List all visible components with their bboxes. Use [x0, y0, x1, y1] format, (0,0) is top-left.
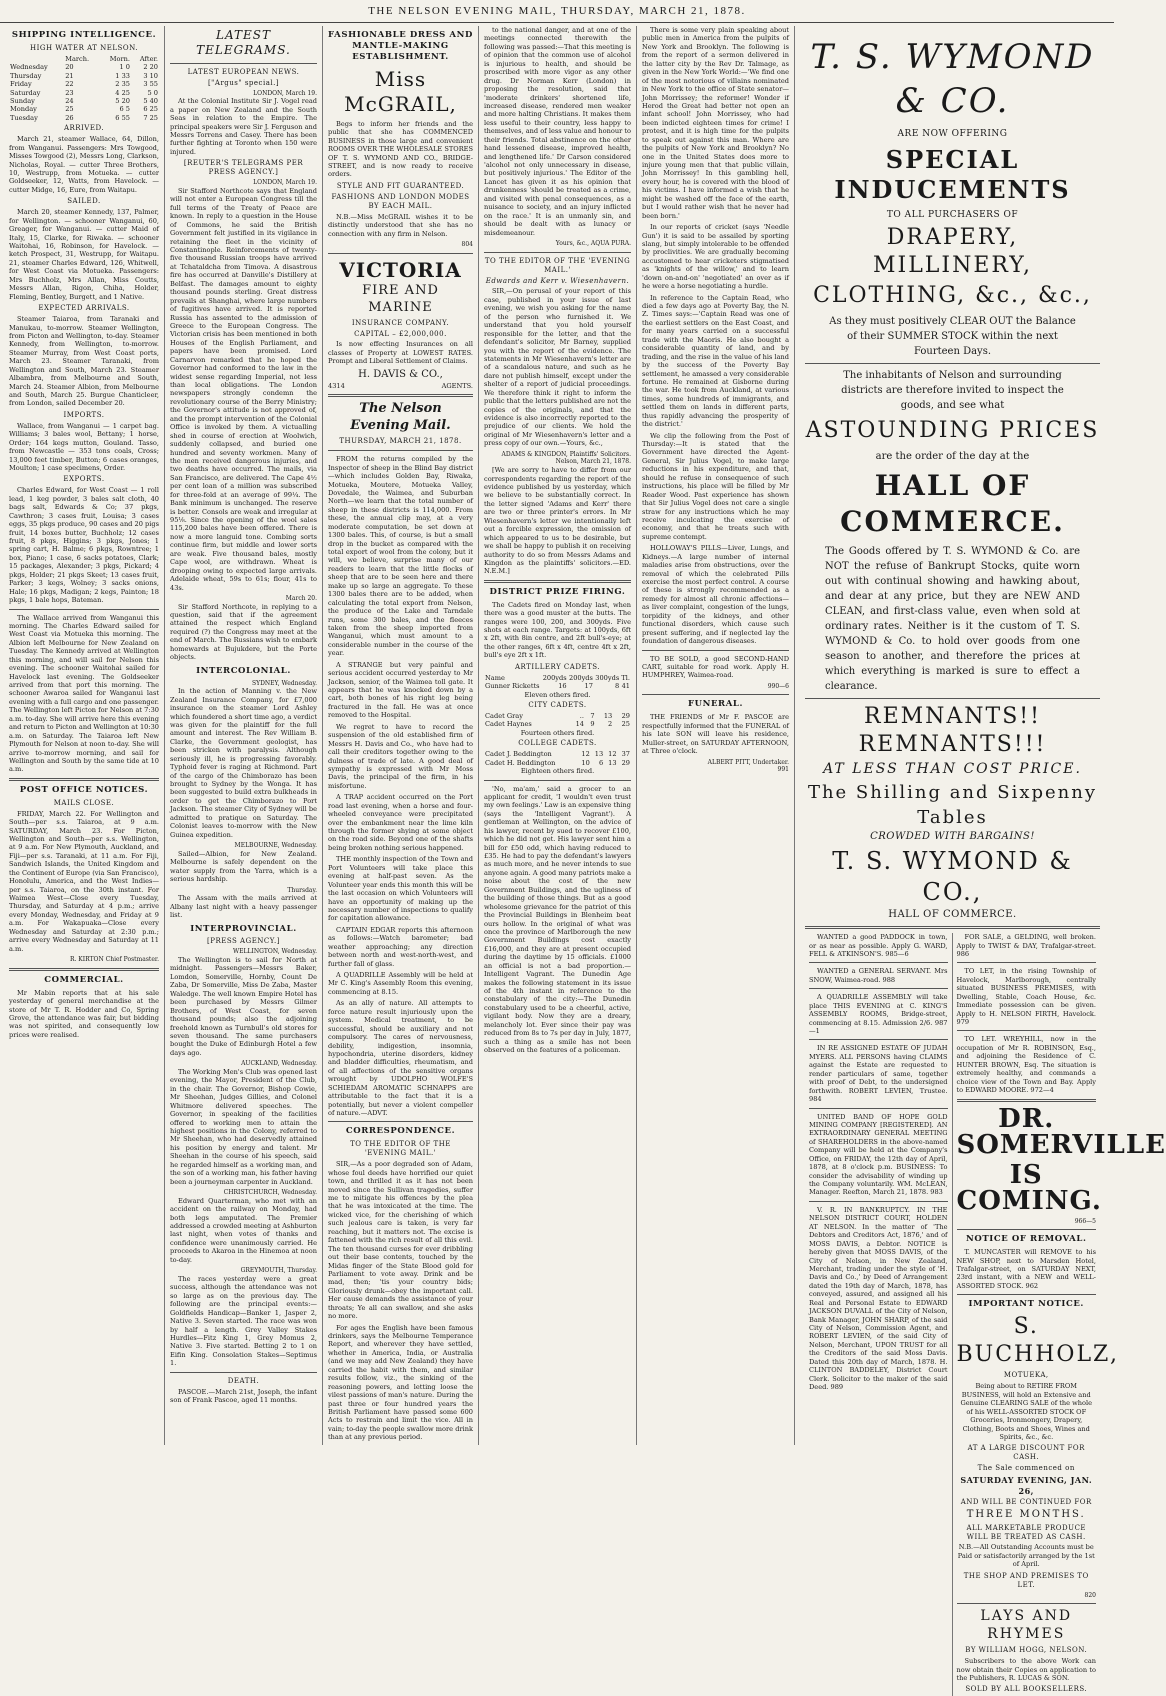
commercial-text: Mr Mabin reports that at his sale yesterday of general merchandise at the store of Mr T. R. Hodder and Co, Spring Grove, the attendance was fair, but bidding was not spirited, and consequently low prices were realised. [9, 988, 159, 1039]
funeral-heading: FUNERAL. [687, 699, 744, 710]
others-fired: Eleven others fired. [524, 690, 591, 699]
commercial-heading: COMMERCIAL. [44, 974, 124, 985]
dressmaking-heading: FASHIONABLE DRESS AND MANTLE-MAKING ESTABLISHMENT. [328, 30, 473, 62]
dateline: Thursday. [287, 886, 317, 894]
divider [809, 1108, 948, 1109]
divider [484, 580, 631, 583]
mcgrail-nb: N.B.—Miss McGRAIL wishes it to be distinctly understood that she has no connection with any firm in Nelson. [328, 212, 473, 238]
classified-ad: FOR SALE, a GELDING, well broken. Apply to TWIST & DAY, Trafalgar-street. 986 [956, 933, 1096, 958]
masthead: THE NELSON EVENING MAIL, THURSDAY, MARCH 21, 1878. [0, 0, 1114, 23]
classified-ads [805, 933, 1166, 1696]
editorial-paragraph: A STRANGE but very painful and serious accident occurred yesterday to Mr Jackson, senior, of the Waimea toll gate. It appears that he was knocked down by a cart, both bones of his right leg being fractured in the fall. He was at once removed to the Hospital. [328, 660, 473, 720]
buchholz-name: S. BUCHHOLZ, [956, 1314, 1119, 1368]
mcgrail-text: Begs to inform her friends and the public that she has COMMENCED BUSINESS in those large and convenient ROOMS OVER THE WHOLESALE STORES OF T. S. WYMOND AND CO., BRIDGE-STREET, and is now ready to receive orders. [328, 119, 473, 179]
intercolonial-text-3: The Assam with the mails arrived at Albany last night with a heavy passenger list. [170, 894, 317, 920]
somerville-coming: IS COMING. [956, 1159, 1102, 1216]
imports-text: Wallace, from Wanganui — 1 carpet bag. Williams; 3 bales wool, Bettany; 1 horse, Order; 164 kegs mutton, Gouland. Tasso, from Newcastle — 353 tons coals, Cross; 13,000 feet timber, Button; 6 cases oranges, Moulton; 1 case specimens, Order. [9, 421, 159, 473]
letter-address: TO THE EDITOR OF THE 'EVENING MAIL.' [484, 256, 631, 274]
score-table-artillery [484, 674, 631, 691]
score-row: Gunner Ricketts 16 17 8 41 [485, 682, 630, 691]
letter-signature: ADAMS & KINGDON, Plaintiffs' Solicitors. Nelson, March 21, 1878. [501, 450, 631, 466]
column-general-news [636, 26, 794, 1445]
wymond-footer: T. S. WYMOND & CO., [832, 846, 1073, 906]
divider [805, 926, 1100, 929]
arrived-text: March 21, steamer Wallace, 64, Dillon, from Wanganui. Passengers: Mrs Towgood, Misses Towgood (2), Messrs Long, Clarkson, Nicholas, Royal. — cutter Three Brothers, 10, Westrupp, from Motueka. — cutter Goldseeker, 12, Watts, from Havelock. — cutter Midge, 16, Eure, from Waitapu. [9, 135, 159, 194]
classified-left [805, 933, 953, 1696]
divider [805, 698, 1100, 699]
column-shipping [4, 26, 164, 1445]
sale-commenced: The Sale commenced on [977, 1464, 1075, 1473]
divider [484, 780, 631, 781]
arrived-heading: ARRIVED. [63, 124, 105, 133]
divider [642, 694, 789, 695]
ad-number: 991 [777, 766, 789, 774]
columns [4, 26, 1166, 1694]
motueka: MOTUEKA, [1003, 1371, 1049, 1380]
classified-ad: V. R. IN BANKRUPTCY. IN THE NELSON DISTRICT COURT, HOLDEN AT NELSON. In the matter of 'The Debtors and Creditors Act, 1876,' and of MOSS DAVIS, a Debtor. NOTICE is hereby given that MOSS DAVIS, of the City of Nelson, in New Zealand, Merchant, trading under the style of 'H. Davis and Co.,' by Deed of Arrangement dated the 19th day of March, 1878, has conveyed, assured, and assigned all his Real and Personal Estate to EDWARD JACKSON DUVALL of the City of Nelson, Bank Manager, JOHN SHARP, of the said City of Nelson, Commission Agent, and ROBERT LEVIEN, of the said City of Nelson, Merchant, UPON TRUST for all the Creditors of the said Moss Davis. Dated this 20th day of March, 1878. H. CLINTON BADDELEY, District Court Clerk. Solicitor to the maker of the said Deed. 989 [809, 1205, 948, 1392]
euro-text-2: Sir Stafford Northcote says that England will not enter a European Congress till the full terms of the Treaty of Peace are known. In reply to a question in the House of Commons, he said the British Government felt justified in its vigilance in retaining the fleet in the vicinity of Constantinople. Reinforcements of twenty-five thousand Russian troops have arrived at Tchataldcha from Timova. A disastrous fire has occurred at Danville's Distillery at Belfast. The damages amount to eighty thousand pounds sterling. Great distress prevails at Shanghai, where large numbers of fugitives have arrived. It is reported Russia has assented to the admission of Greece to the European Congress. The Victorian crisis has been mentioned in both Houses of the English Parliament, and papers have been promised. Lord Carnarvon remarked that he hoped the Governor had conformed to the law in the widest sense regarding Imperial, not less than local obligations. The London newspapers strongly condemn the revolutionary course of the Berry Ministry; the Governor's attitude is not approved of, and the prompt intervention of the Colonial Office is invoked by them. A victualling shed in course of erection at Woolwich, suddenly collapsed, and buried one hundred and seventy workmen. Many of the men received dangerous injuries, and two deaths have occurred. The mails, via San Francisco, are delivered. The Cape 4½ per cent loan of a million was subscribed for three-fold at an average of 99¼. The Bank minimum is unchanged. The reserve is better. Consols are weak and irregular at 95⅛. Since the opening of the wool sales 115,200 bales have been offered. There is now a more languid tone. Combing sorts continue firm, but middle and lower sorts are weak. Five thousand bales, mostly Cape wool, are withdrawn. Wheat is drooping owing to expected large arrivals. Adelaide wheat, 59s to 61s; flour, 41s to 43s. [170, 186, 317, 592]
score-row: Cadet J. Beddington 12 13 12 37 [485, 750, 630, 759]
intercolonial-text-2: Sailed—Albion, for New Zealand. Melbourne is safely dependent on the water supply from the Yarra, which is a serious hardship. [170, 849, 317, 884]
letter-title: Edwards and Kerr v. Wiesenhavern. [485, 276, 630, 285]
dateline: MELBOURNE, Wednesday. [234, 842, 317, 850]
removal-heading: NOTICE OF REMOVAL. [965, 1234, 1087, 1245]
editorial-paragraph: A QUADRILLE Assembly will be held at Mr C. King's Assembly Room this evening, commencing at 8.15. [328, 971, 473, 996]
letter-continued: to the national danger, and at one of the meetings connected therewith the following was passed:—That this meeting is of opinion that the common use of alcohol is injurious to health, and should be proscribed with more vigor as any other drug. Dr Norman Kerr (London) in proposing the resolution, said that 'moderate drinkers' shortened life, increased disease, rendered men weaker and more halting Christians. It makes them less useful to their country, less happy to themselves, and of less value and honour to their friends. Total abstinence on the other hand lessened disease, improved health, and lengthened life.' Dr Carson considered 'alcohol not only unnecessary in disease, but positively injurious.' The Editor of the Lancet has given it as his opinion that drunkenness 'should be treated as a crime, and visited with penal consequences, as a nuisance to society, and an injury inflicted on the race.' It is an unmanly sin, and should be dealt with as lunacy or misdemeanour. [484, 26, 631, 237]
agent-name: H. DAVIS & CO., [358, 368, 443, 380]
divider [9, 609, 159, 610]
postmaster-signature: R. KIRTON Chief Postmaster. [69, 956, 159, 964]
reuter-source: [REUTER'S TELEGRAMS PER PRESS AGENCY.] [183, 159, 304, 177]
highwater-title: HIGH WATER AT NELSON. [30, 43, 138, 52]
editorial-paragraph: As an ally of nature. All attempts to force nature result injuriously upon the system. Medical treatment, to be successful, should be auxiliary and not compulsory. The cares of nervousness, debility, indigestion, insomnia, hypochondria, uterine disorders, kidney and bladder difficulties, rheumatism, and of all affections of the sensitive organs wrought by UDOLPHO WOLFE'S SCHIEDAM AROMATIC SCHNAPPS are attributable to the fact that it is a potentially, but never a violent compeller of nature.—ADVT. [328, 999, 473, 1118]
college-cadets-heading: COLLEGE CADETS. [518, 739, 597, 748]
tide-row: Monday 25 6 5 6 25 [10, 105, 158, 114]
clearance-text: As they must positively CLEAR OUT the Balance of their SUMMER STOCK within the next Fourteen Days. [829, 315, 1076, 357]
classified-ad: WANTED a GENERAL SERVANT. Mrs SNOW, Waimea-road. 988 [809, 967, 948, 984]
clothing: CLOTHING, &c., &c., [813, 282, 1092, 308]
classified-right [953, 933, 1166, 1696]
divider [9, 968, 159, 971]
editor-note: [We are sorry to have to differ from our correspondents regarding the report of the evidence published by us yesterday, which we believe to be substantially correct. In the letter signed 'Adams and Kerr' there are two or three printer's errors. In Mr Wiesenhavern's letter we intentionally left out a forcible expression, the omission of which appeared to us to be desirable, but we shall be happy to publish it on receiving authority to do so from Messrs Adams and Kingdon as the plaintiffs' solicitors.—ED. N.E.M.] [484, 466, 631, 576]
score-row: Cadet Haynes 14 9 2 25 [485, 720, 630, 729]
lays-sold: SOLD BY ALL BOOKSELLERS. [965, 1685, 1088, 1694]
classified-ad: A QUADRILLE ASSEMBLY will take place THIS EVENING at C. KING'S ASSEMBLY ROOMS, Bridge-street, commencing at 8.15. Admission 2/6. 987—1 [809, 993, 948, 1036]
insurance-text: Is now effecting Insurances on all classes of Property at LOWEST RATES. Prompt and Liberal Settlement of Claims. [328, 340, 473, 366]
column-correspondence [478, 26, 636, 1445]
divider [170, 1372, 317, 1373]
divider [809, 1039, 948, 1040]
interprovincial-text-1: The Wellington is to sail for North at midnight. Passengers—Messrs Baker, Lomdon, Somerville, Hornby, Count De Zaba, Dr Somerville, Miss De Zaba, Master Waledge. The well known Empire Hotel has been purchased by Messrs Gilmer Brothers, of West Coast, for seven thousand pounds; also the adjoining freehold known as Turnbull's old stores for seven thousand. The same purchasers bought the Duke of Edinburgh Hotel a few days ago. [170, 956, 317, 1057]
mails-heading: MAILS CLOSE. [53, 798, 115, 807]
ad-number: 804 [461, 241, 473, 249]
exports-text: Charles Edward, for West Coast — 1 roll lead, 1 keg powder, 3 bales salt cloth, 40 bags salt, Edwards & Co; 37 pkgs, Cawthron; 3 cases fruit, Louisa; 3 cases eggs, 35 pkgs produce, 90 cases and 20 pigs fruit, 14 boxes butter, Buchholz; 12 cases fruit, 8 pkgs, Higgins; 3 pkgs, Jones; 1 spring cart, H. Balme; 6 pkgs, Rowntree; 1 box, Piano; 1 case, 6 sacks potatoes, Clark; 15 packages, Alexander; 3 pkgs, Pickard; 4 pkgs, Holder; 21 pkgs Skeet; 13 cases fruit, Parker; 3 kegs, Wolney; 3 sacks onions, Hale; 16 pkgs, Madigan; 2 kegs, Painton; 18 pkgs, 1 bale hops, Bateman. [9, 486, 159, 605]
divider [809, 962, 948, 963]
letter-address: TO THE EDITOR OF THE 'EVENING MAIL.' [350, 1140, 451, 1158]
mcgrail-name: Miss McGRAIL, [344, 66, 457, 117]
dateline: March 20. [285, 594, 317, 602]
euro-text-1: At the Colonial Institute Sir J. Vogel read a paper on New Zealand and the South Seas in relation to the Empire. The principal speakers were Sir J. Ferguson and Messrs Torrens and Casey. There has been further fighting at Toronto when 150 were injured. [170, 97, 317, 156]
less-than-cost: AT LESS THAN COST PRICE. [823, 761, 1082, 778]
argus-source: ["Argus" special.] [207, 78, 280, 87]
buchholz-text: Being about to RETIRE FROM BUSINESS, will hold an Extensive and Genuine CLEARING SALE of the whole of his WELL-ASSORTED STOCK OF Groceries, Ironmongery, Drapery, Clothing, Boots and Shoes, Wines and Spirits, &c., &c. [960, 1382, 1093, 1442]
news-paragraph: There is some very plain speaking about public men in America from the pulpits of New York and Brooklyn. The following is from the report of a sermon delivered in the latter city by the Rev Dr. Talmage, as given in the New York World:—'We find one of the most notorious of villains nominated in New York to the office of State senator—John Morrissey; the reformer! Wonder if Herod the Great had better not open an infant school! John Morrissey, who had been indicted eighteen times for crime! I protest, and it is high time for the pulpits to speak out against this man. Where are the pulpits of New York and Brooklyn? No one in the United States does more to injure young men that that public villain, John Morrissey! In this gambling hell, every hour, he is covered with the blood of his victims. I have informed a wish that he might be washed off the face of the earth, but I would rather wish that he never had been born.' [642, 26, 789, 220]
divider [957, 1603, 1097, 1604]
column-telegrams [164, 26, 322, 1445]
divider [170, 63, 317, 64]
continued-for: AND WILL BE CONTINUED FOR [960, 1497, 1092, 1506]
post-office-heading: POST OFFICE NOTICES. [19, 784, 149, 795]
exports-heading: EXPORTS. [63, 475, 105, 484]
divider [328, 1121, 473, 1122]
score-row: Cadet H. Beddington 10 6 13 29 [485, 758, 630, 767]
classified-ad: TO LET. WREYHILL, now in the occupation of Mr R. ROBINSON, Esq., and adjoining the Residence of C. HUNTER BROWN, Esq. The situation is extremely healthy, and commands a choice view of the Town and Bay. Apply to EDWARD MOORE. 972—4 [956, 1035, 1096, 1095]
shipping-notes: The Wallace arrived from Wanganui this morning. The Charles Edward sailed for West Coast via Motueka this morning. The Albion left Melbourne for New Zealand on Tuesday. The Kennedy arrived at Wellington this morning, and will sail for Nelson this evening. The schooner Waitohai sailed for Havelock last evening. The Goldseeker arrived from that port this morning. The schooner Awaroa sailed for Wanganui last evening with a full cargo and one passenger. The Wellington left Picton for Nelson at 7:30 a.m. to-day. She will arrive here this evening and return to Picton and Wellington at 10:30 a.m. on Saturday. The Taiaroa left New Plymouth for Nelson at noon to-day. She will arrive to-morrow morning, and sail for Wellington and South by the same tide at 10 a.m. [9, 613, 159, 774]
letter-text: SIR,—On perusal of your report of this case, published in your issue of last evening, we wish you asking for the name of the person who furnished it. We understand that you hold yourself responsible for the letter, and that the defendant's solicitor, Mr Barney, supplied you with the report of the evidence. The statements in Mr Wiesenhavern's letter are of a scandalous nature, and such as he dare not publish himself, except under the shelter of a report of judicial proceedings. We therefore think it right to inform the public that the letters published are not the copies of the originals, and that the evidence is also incorrectly reported to the prejudice of our clients. We hold the original of Mr Wiesenhavern's letter and a press copy of our own.—Yours, &c., [484, 287, 631, 448]
funeral-notice: THE FRIENDS of Mr F. PASCOE are respectfully informed that the FUNERAL of his late SON will leave his residence, Muller-street, on SATURDAY AFTERNOON, at Three o'clock. [642, 713, 789, 756]
divider [9, 778, 159, 781]
somerville-name: DR. SOMERVILLE [956, 1103, 1166, 1160]
wymond-heading: T. S. WYMOND & CO. [810, 37, 1095, 121]
divider [809, 988, 948, 989]
patterns-note: FASHIONS AND LONDON MODES BY EACH MAIL. [331, 192, 470, 210]
agent-footer [328, 382, 473, 390]
intercolonial-text-1: In the action of Manning v. the New Zealand Insurance Company, for £7,000 insurance on the steamer Lord Ashley which foundered a short time ago, a verdict was given for the plaintiff for the full amount and interest. The Rev William B. Clarke, the Government geologist, has been stricken with paralysis. Although seriously ill, he is progressing favorably. Typhoid fever is raging at Richmond. Part of the cargo of the Chimborazo has been brought to Sydney by the Wonga. It has been suggested to build extra bulkheads in order to get the Chimborazo to Port Jackson. The steamer City of Sydney will be admitted to pratique on Saturday. The Colonist leaves to-morrow with the New Guinea expedition. [170, 687, 317, 839]
correspondence-heading: CORRESPONDENCE. [345, 1126, 456, 1137]
tide-table [9, 55, 159, 123]
editorial-paragraph: THE monthly inspection of the Town and Port Volunteers will take place this evening at half-past seven. As the Volunteer year ends this month this will be the last occasion on which Volunteers will have an opportunity of making up the necessary number of inspections to qualify for capitation allowance. [328, 855, 473, 923]
death-heading: DEATH. [227, 1376, 260, 1385]
city-cadets-heading: CITY CADETS. [528, 701, 587, 710]
order-of-day: are the order of the day at the [875, 451, 1030, 463]
three-months: THREE MONTHS. [966, 1508, 1086, 1520]
letter-text: For ages the English have been famous drinkers, says the Melbourne Temperance Report, and wherever they have settled, whether in America, India, or Australia (and we may add New Zealand) they have carried the habit with them, and similar results follow, viz., the sinking of the reasoning powers, and letting loose the vilest passions of man's nature. During the past three or four hundred years the British Parliament have passed some 600 Acts to restrain and limit the vice. All in vain; to-day the people swallow more drink than at any previous period. [328, 1323, 473, 1442]
tide-row: Wednesday 20 1 0 2 20 [10, 63, 158, 72]
ad-number: 966—5 [1074, 1217, 1096, 1225]
shipping-title: SHIPPING INTELLIGENCE. [11, 30, 157, 40]
expected-text: Steamer Taiaroa, from Taranaki and Manukau, to-morrow. Steamer Wellington, from Picton and Wellington, to-day. Steamer Kennedy, from Wellington, to-morrow. Steamer Murray, from West Coast ports, March 23. Steamer Taranaki, from Wellington and South, March 23. Steamer Albambra, from Melbourne and South, March 24. Steamer Albion, from Melbourne and South, March 25. Burgue Chanticleer, from London, sailed December 20. [9, 315, 159, 408]
lays-author: BY WILLIAM HOGG, NELSON. [965, 1646, 1088, 1655]
european-news-heading: LATEST EUROPEAN NEWS. [187, 67, 300, 76]
interprovincial-text-3: Edward Quarterman, who met with an accident on the railway on Monday, had both legs amputated. The Premier addressed a crowded meeting at Ashburton last night, when votes of thanks and confidence were unanimously carried. He proceeds to Akaroa in the Hinemoa at noon to-day. [170, 1196, 317, 1264]
prize-firing-text: The Cadets fired on Monday last, when there was a good muster at the butts. The ranges were 100, 200, and 300yds. Five shots at each range. Targets: at 100yds, 6ft x 2ft, with 8in centre, and 2ft bull's-eye; at the other ranges, 6ft x 4ft, centre 4ft x 2ft, bull's eye 2ft x 1ft. [484, 600, 631, 660]
dateline: AUCKLAND, Wednesday. [241, 1060, 317, 1068]
agent-role: AGENTS. [441, 381, 473, 390]
accounts-note: N.B.—All Outstanding Accounts must be Paid or satisfactorily arranged by the 1st of April. [957, 1543, 1095, 1569]
editorial-paragraph: We regret to have to record the suspension of the old established firm of Messrs H. Davis and Co., who have had to call their creditors together owing to the dulness of trade of late. A good deal of sympathy is expressed with Mr Moss Davis, the principal of the firm, in his misfortune. [328, 722, 473, 790]
divider [957, 1294, 1097, 1295]
undertaker-signature: ALBERT PITT, Undertaker. [707, 758, 789, 766]
invitation-text: The inhabitants of Nelson and surrounding districts are therefore invited to inspect the goods, and see what [841, 369, 1064, 411]
discount-line: AT A LARGE DISCOUNT FOR CASH. [967, 1444, 1085, 1462]
intercolonial-heading: INTERCOLONIAL. [196, 665, 291, 676]
classified-ad: TO LET, in the rising Township of Havelock, Marlborough, centrally situated BUSINESS PREMISES, with Dwelling, Stable, Coach House, &c. Immediate possession can be given. Apply to H. NELSON FIRTH, Havelock. 979 [956, 967, 1096, 1027]
divider [642, 650, 789, 651]
letter-text: SIR,—As a poor degraded son of Adam, whose foul deeds have horrified our quiet town, and thrilled it as it has not been moved since the Sullivan tragedies, suffer me to mitigate his offences by the plea that he was intoxicated at the time. The wicked vice, for the cherishing of which such jealous care is taken, is very far reaching, but it matters not. The excise is fattened with the rich result of all this evil. The ten thousand curses for ever dribbling out their base contents, touched by the Midas finger of the State Blood gold for Parliament to vote away. Drink and be mad, then; 'tis your country bids; Gloriously drunk—obey the important call. Her cause demands the assistance of your throats; Ye all can swallow, and she asks no more. [328, 1160, 473, 1321]
cart-ad: TO BE SOLD, a good SECOND-HAND CART, suitable for road work. Apply H. HUMPHREY, Waimea-road. [642, 654, 789, 680]
column-advertisements [794, 26, 1166, 1694]
letter-signature: Yours, &c., AQUA PURA. [555, 239, 631, 247]
astounding-prices: ASTOUNDING PRICES [805, 417, 1100, 443]
dateline: LONDON, March 19. [253, 179, 317, 187]
column-ads-editorial [322, 26, 478, 1445]
column-body: 'No, ma'am,' said a grocer to an applicant for credit, 'I wouldn't even trust my own feelings.' Law is an expensive thing (says the 'Intelligent Vagrant'). A gentleman at Wellington, on the advice of his lawyer, recent by sued to recover £100, which he did not get. His lawyer sent him a bill for £50 odd, which having reduced to £35. He had to pay the defendant's lawyers as much more, and he never intends to sue anyone again. A good many patriots make a noise about the cost of the new Government Buildings, and the ugliness of the building of those things. But as a good wholesome grievance for the patriot of this the Provincial Buildings in Blenheim beat ours hollow. In the original of what was once the province of Marlborough the new Government Buildings cost exactly £16,000, and they are at present occupied during the daytime by 15 officials. £1000 an official is not a bad proportion.—Intelligent Vagrant. The Dunedin Age makes the following statement in its issue of the 4th instant in reference to the constabulary of the city:—The Dunedin constabulary used to be a cheerful, active, vigilant body. Now they are a dreary, melancholy lot. Ever since their pay was reduced from 8s to 7s per day in July, 1877, such a thing as a smile has not been observed on the features of a policeman. [484, 784, 631, 1055]
press-agency-source: [PRESS AGENCY.] [207, 937, 280, 946]
ad-number: 820 [1084, 1591, 1096, 1599]
telegrams-title: LATEST TELEGRAMS. [196, 28, 291, 58]
divider [328, 394, 473, 397]
dateline: CHRISTCHURCH, Wednesday. [223, 1189, 317, 1197]
dateline: WELLINGTON, Wednesday. [232, 948, 317, 956]
classified-ad: UNITED BAND OF HOPE GOLD MINING COMPANY [REGISTERED]. AN EXTRAORDINARY GENERAL MEETING of SHAREHOLDERS in the above-named Company will be held at the Company's Office, on FRIDAY, the 12th day of April, 1878, at 8 o'clock p.m. BUSINESS: To consider the advisability of winding up the Company voluntarily. WM. McLEAN, Manager. Reefton, March 21, 1878. 983 [809, 1112, 948, 1197]
classified-ad: WANTED a good PADDOCK in town, or as near as possible. Apply G. WARD, FELL & ATKINSON'S. 985—6 [809, 933, 948, 958]
divider [957, 962, 1097, 963]
others-fired: Fourteen others fired. [520, 728, 595, 737]
divider [805, 363, 1100, 364]
editorial-paragraph: FROM the returns compiled by the Inspector of sheep in the Blind Bay district—which includes Golden Bay, Riwaka, Motueka, Moutere, Motueka Valley, Dovedale, the Waimea, and Suburban North—we learn that the total number of sheep in these districts is 114,000. From these, the annual clip may, at a very moderate computation, be set down at 1300 bales. This, of course, is but a small drop in the bucket as compared with the total export of wool from the colony, but it will, we believe, surprise many of our readers to learn that the little flocks of sheep that are to be seen here and there make up so large an aggregate. To these 1300 bales there are to be added, when calculating the total export from Nelson, the produce of the Lake and Tarndale runs, some 300 bales, and the fleeces taken from the sheep imported from Wanganui, which must amount to a considerable number in the course of the year. [328, 455, 473, 658]
tide-row: Tuesday 26 6 55 7 25 [10, 113, 158, 122]
expected-heading: EXPECTED ARRIVALS. [38, 304, 130, 313]
dateline: GREYMOUTH, Thursday. [240, 1267, 317, 1275]
score-row: Cadet Gray .. 7 13 29 [485, 711, 630, 720]
tide-header: March. Morn. After. [65, 54, 158, 63]
paper-date: THURSDAY, MARCH 21, 1878. [339, 437, 462, 446]
to-purchasers: TO ALL PURCHASERS OF [886, 209, 1019, 220]
ad-number: 990—6 [767, 682, 789, 690]
divider [328, 450, 473, 451]
lays-rhymes-title: LAYS AND RHYMES [980, 1608, 1073, 1643]
hall-footer: HALL OF COMMERCE. [888, 909, 1017, 921]
interprovincial-text-2: The Working Men's Club was opened last evening, the Mayor, President of the Club, in the chair. The Governor, Bishop Cowie, Mr Sheehan, Judges Gillies, and Colonel Whitmore delivered speeches. The Governor, in speaking of the facilities offered to working men to attain the highest positions in the Colony, referred to Mr Sheehan, who had deservedly attained his position by energy and talent. Mr Sheehan in the course of his speech, said he regarded himself as a working man, and the son of a working man, his father having been a journeyman carpenter in Auckland. [170, 1067, 317, 1186]
divider [957, 1229, 1097, 1230]
lays-text: Subscribers to the above Work can now obtain their Copies on application to the Publishers, R. LUCAS & SON. [956, 1657, 1096, 1682]
interprovincial-heading: INTERPROVINCIAL. [190, 923, 297, 934]
important-notice-heading: IMPORTANT NOTICE. [968, 1299, 1084, 1310]
removal-text: T. MUNCASTER will REMOVE to his NEW SHOP, next to Marsden Hotel, Trafalgar-street, on SATURDAY NEXT, 23rd instant, with a NEW and WELL-ASSORTED STOCK. 962 [956, 1248, 1096, 1290]
style-guarantee: STYLE AND FIT GUARANTEED. [336, 181, 465, 190]
news-paragraph: In reference to the Captain Read, who died a few days ago at Poverty Bay, the N. Z. Times says:—'Captain Read was one of the earliest settlers on the East Coast, and for many years carried on a successful trade with the Maoris. He also bought a considerable quantity of land, and by trading, and the rise in the value of his land by the success of the Poverty Bay settlement, he amassed a very considerable fortune. He remained at Gisborne during the war. He took from Auckland, at various times, some hundreds of immigrants, and settled them on lands in different parts, thus rapidly advancing the prosperity of the district.' [642, 293, 789, 429]
tables: Tables [917, 807, 988, 829]
divider [328, 253, 473, 254]
insurance-company: INSURANCE COMPANY. [351, 318, 450, 327]
score-table-city [484, 712, 631, 729]
tide-row: Saturday 23 4 25 5 0 [10, 88, 158, 97]
special-inducements: SPECIAL INDUCEMENTS [834, 144, 1071, 205]
tide-row: Thursday 21 1 33 3 10 [10, 71, 158, 80]
fire-marine-title: FIRE AND MARINE [362, 283, 439, 315]
dateline: LONDON, March 19. [253, 89, 317, 97]
shilling-sixpenny: The Shilling and Sixpenny [807, 782, 1098, 803]
drapery-millinery: DRAPERY, MILLINERY, [872, 224, 1032, 278]
imports-heading: IMPORTS. [63, 410, 105, 419]
capital: CAPITAL – £2,000,000. [354, 329, 447, 338]
interprovincial-text-4: The races yesterday were a great success, although the attendance was not so large as on the previous day. The following are the principal events:—Goldfields Handicap—Banker 1, Jasper 2, Native 3. Seven started. The race was won by half a length. Grey Valley Stakes Hurdles—Fitz King 1, Grey Momus 2, Native 3. Five started. Betting 2 to 1 on Eifin King. Consolation Stakes—Septimus 1. [170, 1274, 317, 1368]
editorial-paragraph: CAPTAIN EDGAR reports this afternoon as follows:—Watch barometer; bad weather approaching; any direction between north and west-north-west, and further fall of glass. [328, 925, 473, 968]
news-paragraph: We clip the following from the Post of Thursday:—It is stated that the Government have directed the Agent-General, Sir Julius Vogel, to make large reductions in his expenditure, and that, should he refuse in consequence of such instructions, his place will be filled by Mr Reader Wood. Past experience has shown that Sir Julius Vogel does not care a single straw for any instructions which he may receive inculcating the exercise of economy, and that he treats such with supreme contempt. [642, 431, 789, 541]
classified-ad: IN RE ASSIGNED ESTATE OF JUDAH MYERS. ALL PERSONS having CLAIMS against the Estate are requested to render particulars of same, together with proof of Debt, to the undersigned forthwith. ROBERT LEVIEN, Trustee. 984 [809, 1044, 948, 1104]
divider [484, 252, 631, 253]
victoria-title: VICTORIA [339, 257, 462, 282]
dateline: SYDNEY, Wednesday. [252, 679, 317, 687]
divider [957, 1099, 1097, 1102]
sailed-heading: SAILED. [67, 197, 101, 206]
score-header: Name 200yds 200yds 300yds Tl. [485, 673, 630, 682]
editorial-paragraph: A TRAP accident occurred on the Port road last evening, when a horse and four-wheeled conveyance were precipitated over the embankment near the lime kiln through the former shying at some object on the road side. Beyond one of the shafts being broken nothing serious happened. [328, 793, 473, 852]
tide-row: Sunday 24 5 20 5 40 [10, 97, 158, 106]
goods-text: The Goods offered by T. S. WYMOND & Co. are NOT the refuse of Bankrupt Stocks, quite worn out with continual showing and hawking about, and dear at any price, but they are NEW AND CLEAN, and first-class value, even when sold at ordinary rates. Neither is it the custom of T. S. WYMOND & Co. to hold over goods from one season to another, and therefore the prices at which everything is marked is sure to effect a clearance. [825, 545, 1080, 692]
produce-as-cash: ALL MARKETABLE PRODUCE WILL BE TREATED AS CASH. [966, 1523, 1087, 1541]
euro-text-3: Sir Stafford Northcote, in replying to a question, said that if the agreement attained the respect which England required (?) the Congress may meet at the end of March. The Russians wish to embark homewards at Bujukdere, but the Porte objects. [170, 602, 317, 662]
now-offering: ARE NOW OFFERING [897, 129, 1008, 140]
death-notice: PASCOE.—March 21st, Joseph, the infant son of Frank Pascoe, aged 11 months. [170, 1387, 317, 1405]
divider [809, 1201, 948, 1202]
artillery-heading: ARTILLERY CADETS. [514, 662, 601, 671]
news-paragraph: HOLLOWAY'S PILLS—Liver, Lungs, and Kidneys.—A large number of internal maladies arise from obstructions, over the removal of which the celebrated Pills exercise the most perfect control. A course of these is strongly recommended as a remedy for almost all chronic affections—as liver complaint, congestion of the lungs, torpidity of the kidneys, and other functional disorders, which cause such present suffering, and if neglected lay the foundation of dangerous diseases. [642, 544, 789, 646]
prize-firing-heading: DISTRICT PRIZE FIRING. [489, 586, 626, 597]
ad-number: 4314 [328, 381, 345, 390]
others-fired: Eighteen others fired. [520, 767, 595, 776]
news-paragraph: In our reports of cricket (says 'Needle Gun') it is said to be assailed by sporting slang, but simply intolerable to be offended by proclivities. We are gradually becoming accustomed to hear cricketers stigmatised as 'knights of the willow,' and to learn 'down on-and-on' 'negotiated' an over as if he were a horse negotiating a hurdle. [642, 223, 789, 291]
tide-row: Friday 22 2 35 3 55 [10, 80, 158, 89]
score-table-college [484, 750, 631, 767]
crowded-bargains: CROWDED WITH BARGAINS! [870, 831, 1035, 843]
sailed-text: March 20, steamer Kennedy, 137, Palmer, for Wellington. — schooner Wanganui, 60, Greager, for Wanganui. — cutter Maid of Italy, 15, Clarke, for Riwaka. — schooner Waitohai, 16, Robinson, for Havelock. — ketch Prospect, 31, Westrupp, for Waitapu. 21, steamer Charles Edward, 126, Whitwell, for West Coast via Motueka. Passengers: Mrs Buchholz, Mrs Allan, Miss Coutts, Messrs Allan, Rigon, Chiha, Holder, Fleming, Bentley, Burgett, and 1 Native. [9, 208, 159, 301]
mails-text: FRIDAY, March 22. For Wellington and South—per s.s. Taiaroa, at 9 a.m. SATURDAY, March 23. For Picton, Wellington and South—per s.s. Wellington, at 9 a.m. For New Plymouth, Auckland, and Fiji—per s.s. Taranaki, at 11 a.m. For Fiji, Sandwich Islands, the United Kingdom and the Continent of Europe (via San Francisco), Honolulu, America, and the West Indies—per s.s. Taiaroa, on the 30th instant. For Waimea West—Close every Tuesday, Thursday, and Saturday at 4 p.m.; arrive every Monday, Wednesday, and Friday at 9 a.m. For Wakapuaka—Close every Wednesday and Saturday at 2:30 p.m.; arrive every Wednesday and Saturday at 11 a.m. [9, 809, 159, 953]
divider [957, 1030, 1097, 1031]
remnants: REMNANTS!! REMNANTS!!! [858, 703, 1047, 757]
sale-day: SATURDAY EVENING, JAN. 26, [960, 1475, 1093, 1496]
hall-of-commerce: HALL OF COMMERCE. [840, 469, 1065, 538]
shop-to-let: THE SHOP AND PREMISES TO LET. [963, 1571, 1089, 1589]
paper-nameplate: The Nelson Evening Mail. [350, 401, 451, 433]
